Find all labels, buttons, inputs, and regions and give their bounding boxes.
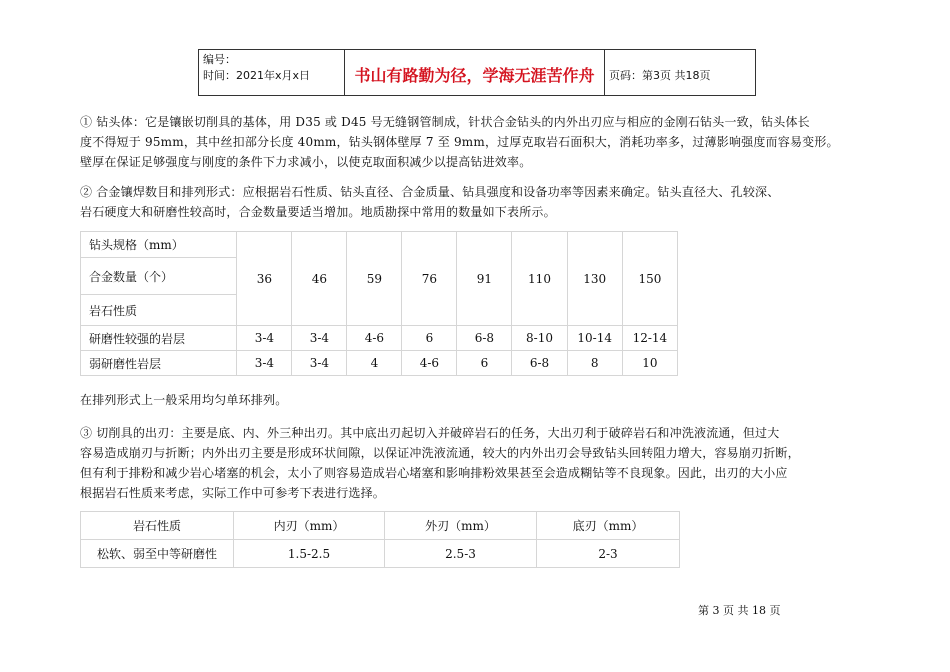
table-header-cell: 底刃（mm） [537, 512, 680, 540]
cutting-edge-table [80, 511, 680, 568]
text-line: ② 合金镶焊数目和排列形式：应根据岩石性质、钻头直径、合金质量、钻具强度和设备功率等因素来确定。钻头直径大、孔较深、 [80, 185, 780, 199]
document-number-label: 编号： [203, 53, 236, 66]
table-row [81, 512, 680, 540]
table-cell: 36 [237, 232, 292, 326]
table-cell: 10 [622, 351, 677, 376]
table-cell: 3-4 [237, 326, 292, 351]
table-cell: 130 [567, 232, 622, 326]
table-cell: 4-6 [347, 326, 402, 351]
table-header-cell: 内刃（mm） [234, 512, 385, 540]
table-cell: 2-3 [537, 540, 680, 568]
table-cell: 3-4 [292, 351, 347, 376]
table-row [81, 540, 680, 568]
table-cell: 3-4 [292, 326, 347, 351]
text-line: 容易造成崩刃与折断；内外出刃主要是形成环状间隙，以保证冲洗液流通，较大的内外出刃会导致钻头回转阻力增大，容易崩刃折断， [80, 446, 800, 460]
table-cell: 6-8 [512, 351, 567, 376]
table-cell: 岩石性质 [81, 295, 237, 326]
table-cell: 8 [567, 351, 622, 376]
table-cell: 6 [402, 326, 457, 351]
header-motto: 书山有路勤为径，学海无涯苦作舟 [345, 50, 605, 95]
text-line: ① 钻头体：它是镶嵌切削具的基体，用 D35 或 D45 号无缝钢管制成，针状合金钻头的内外出刃应与相应的金刚石钻头一致，钻头体长 [80, 115, 810, 129]
table-row [81, 351, 678, 376]
table-cell: 8-10 [512, 326, 567, 351]
document-date-label: 时间：2021年x月x日 [203, 69, 311, 82]
table-cell: 10-14 [567, 326, 622, 351]
table-cell: 12-14 [622, 326, 677, 351]
header-page-number: 页码：第3页 共18页 [609, 68, 711, 82]
table-cell: 76 [402, 232, 457, 326]
text-line: 根据岩石性质来考虑，实际工作中可参考下表进行选择。 [80, 486, 386, 500]
paragraph-alloy-count [80, 182, 880, 222]
paragraph-arrangement [80, 390, 880, 410]
page-header-box [198, 49, 756, 96]
table-cell: 6 [457, 351, 512, 376]
table-cell: 4 [347, 351, 402, 376]
table-cell: 59 [347, 232, 402, 326]
table-cell: 46 [292, 232, 347, 326]
table-header-cell: 外刃（mm） [385, 512, 537, 540]
paragraph-cutting-edges [80, 423, 880, 503]
table-cell: 110 [512, 232, 567, 326]
table-cell: 合金数量（个） [81, 258, 237, 295]
table-cell: 松软、弱至中等研磨性 [81, 540, 234, 568]
table-row [81, 326, 678, 351]
table-row [81, 232, 678, 258]
table-cell: 91 [457, 232, 512, 326]
table-cell: 1.5-2.5 [234, 540, 385, 568]
text-line: 度不得短于 95mm，其中丝扣部分长度 40mm，钻头钢体壁厚 7 至 9mm，过厚克取岩石面积大，消耗功率多，过薄影响强度而容易变形。 [80, 135, 839, 149]
header-meta-cell [199, 50, 345, 95]
text-line: 壁厚在保证足够强度与刚度的条件下力求减小，以使克取面积减少以提高钻进效率。 [80, 155, 532, 169]
table-cell: 2.5-3 [385, 540, 537, 568]
table-cell: 150 [622, 232, 677, 326]
page-footer: 第 3 页 共 18 页 [698, 604, 781, 617]
table-cell: 3-4 [237, 351, 292, 376]
table-header-cell: 岩石性质 [81, 512, 234, 540]
text-line: ③ 切削具的出刃：主要是底、内、外三种出刃。其中底出刃起切入并破碎岩石的任务，大出刃利于破碎岩石和冲洗液流通，但过大 [80, 426, 780, 440]
text-line: 但有利于排粉和减少岩心堵塞的机会，太小了则容易造成岩心堵塞和影响排粉效果甚至会造成糊钻等不良现象。因此，出刃的大小应 [80, 466, 788, 480]
alloy-count-table [80, 231, 678, 376]
text-line: 在排列形式上一般采用均匀单环排列。 [80, 393, 288, 407]
text-line: 岩石硬度大和研磨性较高时，合金数量要适当增加。地质勘探中常用的数量如下表所示。 [80, 205, 556, 219]
table-cell: 6-8 [457, 326, 512, 351]
table-cell: 弱研磨性岩层 [81, 351, 237, 376]
table-cell: 钻头规格（mm） [81, 232, 237, 258]
table-cell: 研磨性较强的岩层 [81, 326, 237, 351]
table-cell: 4-6 [402, 351, 457, 376]
paragraph-drill-body [80, 112, 880, 172]
